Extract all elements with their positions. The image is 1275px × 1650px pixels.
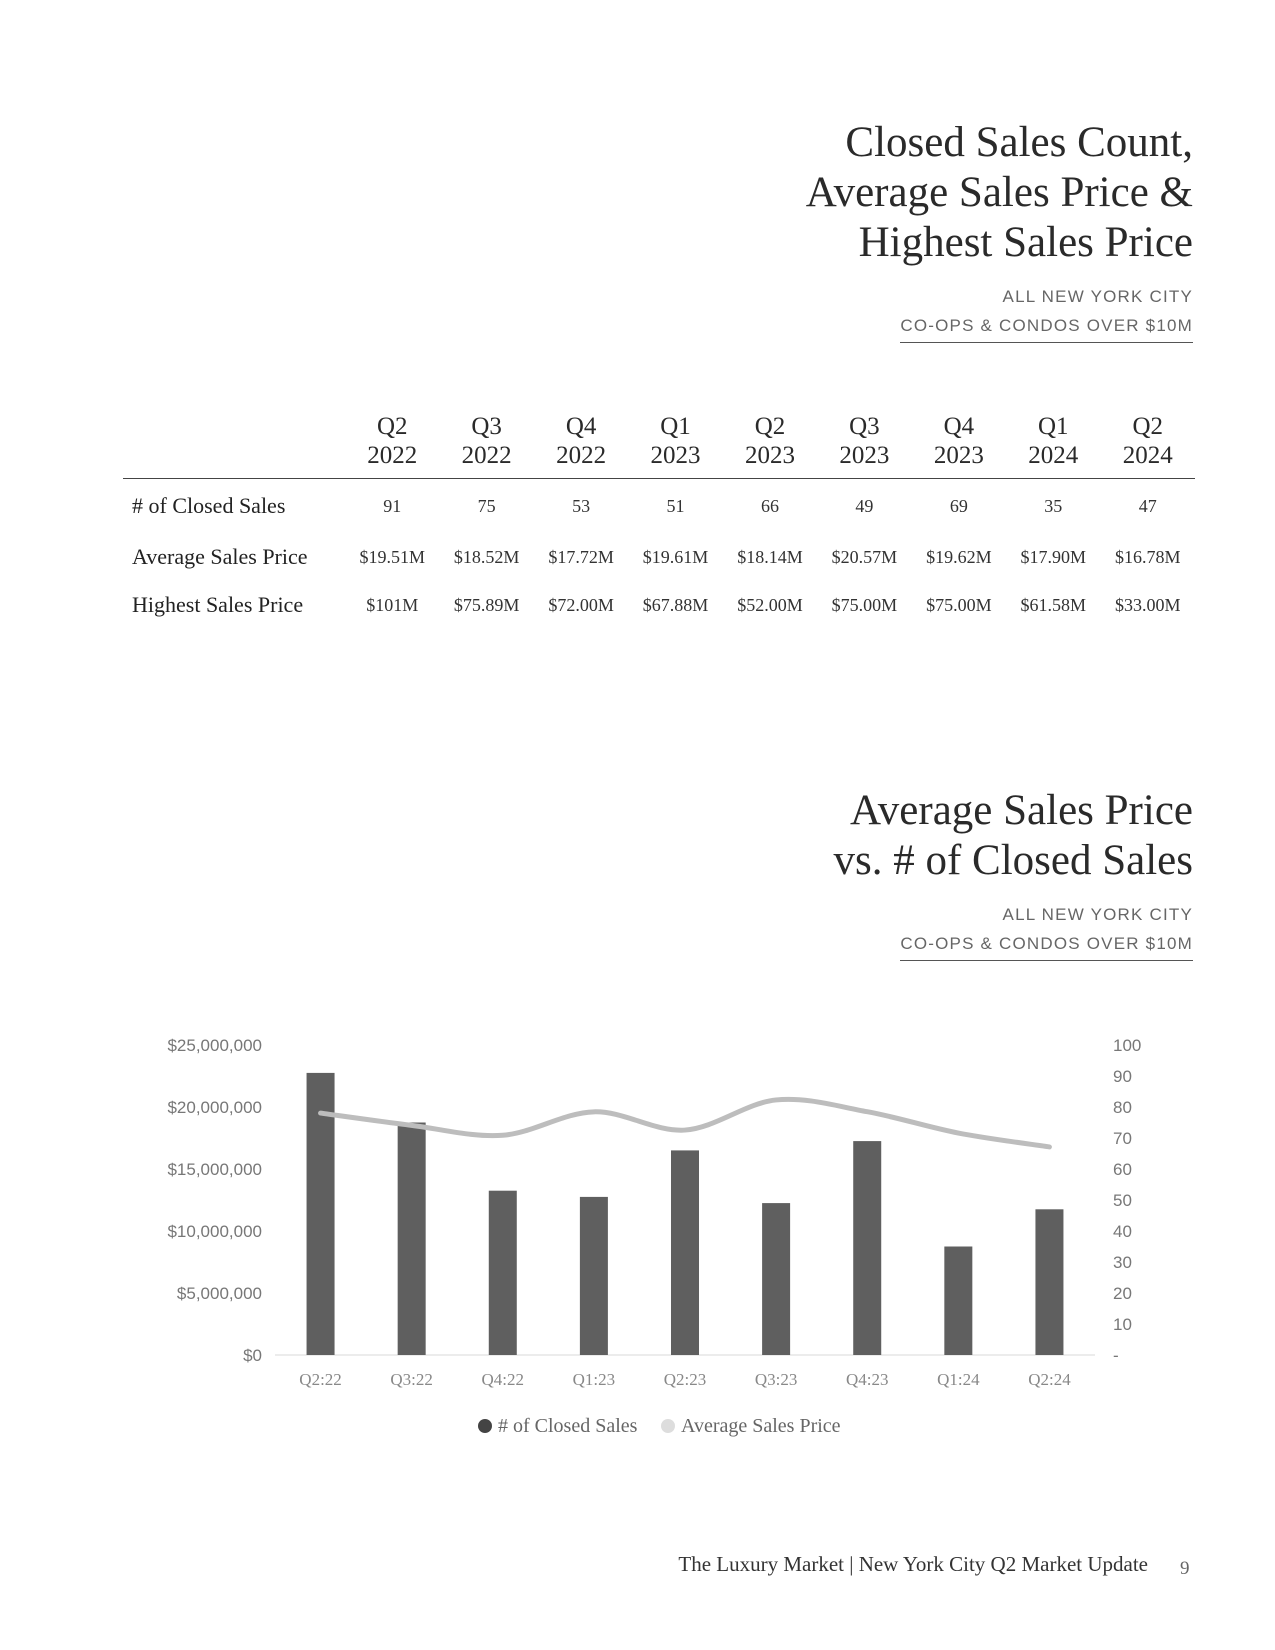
page-number: 9	[1180, 1558, 1190, 1579]
right-axis-tick-label: 70	[1113, 1129, 1132, 1148]
section1-title-line: Closed Sales Count,	[845, 119, 1193, 166]
column-header: Q2 2022	[345, 412, 439, 479]
section2-title-line: Average Sales Price	[849, 787, 1193, 834]
table-cell: $75.00M	[926, 594, 992, 615]
table-cell: $17.90M	[1020, 546, 1087, 567]
section2-subtitle-line1: ALL NEW YORK CITY	[1002, 905, 1193, 924]
table-cell: 35	[1044, 495, 1063, 516]
right-axis-tick-label: 80	[1113, 1098, 1132, 1117]
table-cell: 53	[572, 495, 591, 516]
right-axis-tick-label: 100	[1113, 1036, 1142, 1055]
left-axis-tick-label: $5,000,000	[176, 1284, 262, 1303]
table-cell: $75.00M	[831, 594, 898, 615]
bar-closed-sales	[762, 1203, 790, 1355]
table-cell: 66	[760, 495, 779, 516]
bar-closed-sales	[398, 1123, 426, 1356]
table-cell: $67.88M	[642, 594, 709, 615]
section1-title-line: Highest Sales Price	[858, 219, 1193, 266]
column-header: Q4 2022	[534, 412, 628, 479]
table-cell: $72.00M	[548, 594, 614, 615]
left-axis-tick-label: $10,000,000	[167, 1222, 262, 1241]
legend-marker-closed-sales	[478, 1419, 492, 1433]
right-axis-tick-label: 40	[1113, 1222, 1132, 1241]
legend-label-closed-sales: # of Closed Sales	[498, 1415, 638, 1437]
row-label: Average Sales Price	[132, 544, 308, 569]
bar-closed-sales	[580, 1197, 608, 1355]
table-cell: $20.57M	[831, 546, 898, 567]
table-cell: 49	[855, 495, 874, 516]
x-axis-tick-label: Q3:23	[754, 1370, 798, 1389]
average-price-line	[321, 1099, 1050, 1147]
x-axis-tick-label: Q1:24	[937, 1370, 980, 1389]
x-axis-tick-label: Q2:24	[1028, 1370, 1071, 1389]
column-header: Q3 2023	[817, 412, 911, 479]
section1-subtitle-line1: ALL NEW YORK CITY	[1002, 287, 1193, 306]
right-axis-tick-label: 90	[1113, 1067, 1132, 1086]
table-cell: 69	[949, 495, 968, 516]
section2-title-line: vs. # of Closed Sales	[833, 837, 1193, 884]
table-cell: $19.62M	[926, 546, 992, 567]
table-cell: $17.72M	[548, 546, 614, 567]
x-axis-tick-label: Q4:23	[845, 1370, 889, 1389]
table-cell: 91	[383, 495, 402, 516]
table-cell: 47	[1138, 495, 1157, 516]
bar-closed-sales	[671, 1150, 699, 1355]
table-cell: $101M	[366, 594, 419, 615]
right-axis-tick-label: 60	[1113, 1160, 1132, 1179]
right-axis-tick-label: 30	[1113, 1253, 1132, 1272]
table-cell: 75	[477, 495, 496, 516]
x-axis-tick-label: Q2:22	[299, 1370, 342, 1389]
footer-text: The Luxury Market | New York City Q2 Market Update	[678, 1552, 1148, 1576]
left-axis-tick-label: $15,000,000	[167, 1160, 262, 1179]
right-axis-tick-label: 10	[1113, 1315, 1132, 1334]
table-cell: $33.00M	[1114, 594, 1181, 615]
bar-closed-sales	[1035, 1209, 1063, 1355]
row-label: # of Closed Sales	[132, 493, 286, 518]
column-header: Q1 2023	[628, 412, 722, 479]
x-axis-tick-label: Q3:22	[390, 1370, 433, 1389]
legend-label-average-price: Average Sales Price	[681, 1415, 841, 1437]
table-cell: $19.61M	[642, 546, 709, 567]
right-axis-tick-label: 50	[1113, 1191, 1132, 1210]
bar-closed-sales	[489, 1191, 517, 1355]
left-axis-tick-label: $20,000,000	[167, 1098, 262, 1117]
column-header: Q2 2024	[1101, 412, 1196, 479]
table-cell: $61.58M	[1020, 594, 1087, 615]
right-axis-tick-label: -	[1113, 1346, 1119, 1365]
table-cell: $16.78M	[1114, 546, 1181, 567]
x-axis-tick-label: Q4:22	[481, 1370, 525, 1389]
left-axis-tick-label: $25,000,000	[167, 1036, 262, 1055]
section1-title-line: Average Sales Price &	[805, 169, 1193, 216]
table-cell: $75.89M	[453, 594, 520, 615]
column-header: Q4 2023	[912, 412, 1006, 479]
column-header: Q3 2022	[439, 412, 533, 479]
section2-subtitle-line2: CO-OPS & CONDOS OVER $10M	[900, 929, 1193, 961]
table-cell: $19.51M	[359, 546, 425, 567]
table-cell: $18.14M	[737, 546, 803, 567]
section1-subtitle-line2: CO-OPS & CONDOS OVER $10M	[900, 311, 1193, 343]
right-axis-tick-label: 20	[1113, 1284, 1132, 1303]
x-axis-tick-label: Q1:23	[572, 1370, 616, 1389]
table-cell: $52.00M	[737, 594, 803, 615]
bar-closed-sales	[853, 1141, 881, 1355]
row-label: Highest Sales Price	[132, 592, 304, 617]
column-header: Q2 2023	[723, 412, 817, 479]
table-cell: 51	[666, 495, 685, 516]
left-axis-tick-label: $0	[243, 1346, 262, 1365]
x-axis-tick-label: Q2:23	[663, 1370, 707, 1389]
legend-marker-average-price	[661, 1419, 675, 1433]
table-cell: $18.52M	[453, 546, 520, 567]
bar-closed-sales	[944, 1247, 972, 1356]
column-header: Q1 2024	[1006, 412, 1100, 479]
